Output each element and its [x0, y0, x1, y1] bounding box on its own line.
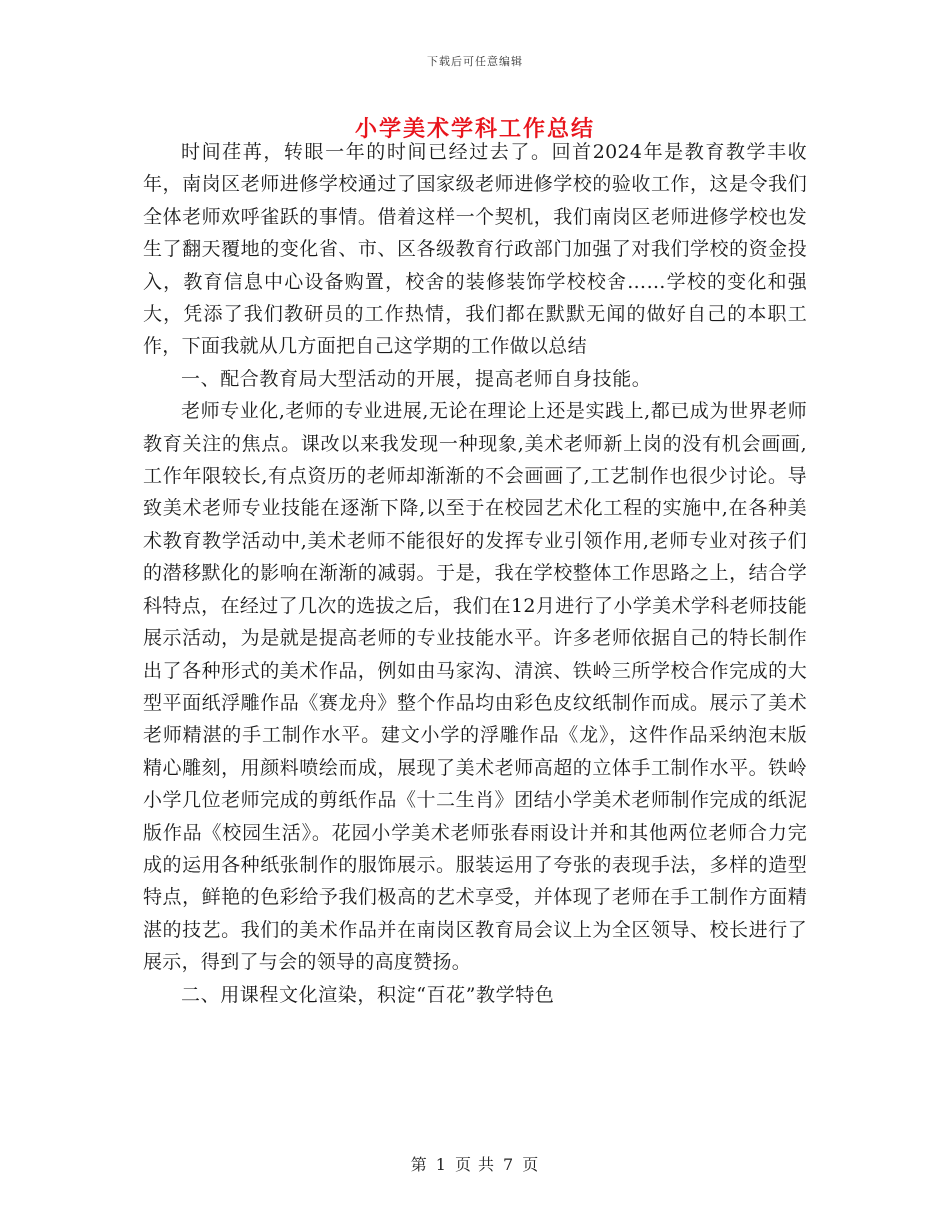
paragraph-section-1: 老师专业化,老师的专业进展,无论在理论上还是实践上,都已成为世界老师教育关注的焦点。课改以来我发现一种现象,美术老师新上岗的没有机会画画,工作年限较长,有点资历的老师却渐渐的不会画画了,工艺制作也很少讨论。导致美术老师专业技能在逐渐下降,以至于在校园艺术化工程的实施中,在各种美术教育教学活动中,美术老师不能很好的发挥专业引领作用,老师专业对孩子们的潜移默化的影响在渐渐的减弱。于是，我在学校整体工作思路之上，结合学科特点，在经过了几次的选拔之后，我们在12月进行了小学美术学科老师技能展示活动，为是就是提高老师的专业技能水平。许多老师依据自己的特长制作出了各种形式的美术作品，例如由马家沟、清滨、铁岭三所学校合作完成的大型平面纸浮雕作品《赛龙舟》整个作品均由彩色皮纹纸制作而成。展示了美术老师精湛的手工制作水平。建文小学的浮雕作品《龙》，这件作品采纳泡末版精心雕刻，用颜料喷绘而成，展现了美术老师高超的立体手工制作水平。铁岭小学几位老师完成的剪纸作品《十二生肖》团结小学美术老师制作完成的纸泥版作品《校园生活》。花园小学美术老师张春雨设计并和其他两位老师合力完成的运用各种纸张制作的服饰展示。服装运用了夸张的表现手法，多样的造型特点，鲜艳的色彩给予我们极高的艺术享受，并体现了老师在手工制作方面精湛的技艺。我们的美术作品并在南岗区教育局会议上为全区领导、校长进行了展示，得到了与会的领导的高度赞扬。	[143, 400, 807, 974]
page-current: 1	[435, 1155, 447, 1174]
document-body	[143, 136, 807, 1011]
header-note: 下载后可任意编辑	[427, 55, 523, 68]
page-total: 7	[503, 1155, 515, 1174]
page-mid: 页 共	[454, 1155, 496, 1174]
paragraph-intro: 时间荏苒，转眼一年的时间已经过去了。回首2024年是教育教学丰收年，南岗区老师进修学校通过了国家级老师进修学校的验收工作，这是令我们全体老师欢呼雀跃的事情。借着这样一个契机，我们南岗区老师进修学校也发生了翻天覆地的变化省、市、区各级教育行政部门加强了对我们学校的资金投入，教育信息中心设备购置，校舍的装修装饰学校校舍……学校的变化和强大，凭添了我们教研员的工作热情，我们都在默默无闻的做好自己的本职工作，下面我就从几方面把自己这学期的工作做以总结	[143, 141, 807, 358]
document-title: 小学美术学科工作总结	[354, 116, 595, 142]
page-prefix: 第	[410, 1155, 428, 1174]
page-suffix: 页	[522, 1155, 540, 1174]
section-heading-1: 一、配合教育局大型活动的开展，提高老师自身技能。	[181, 367, 652, 390]
page-number	[0, 1152, 950, 1175]
section-heading-2: 二、用课程文化渲染，积淀“百花”教学特色	[181, 983, 555, 1006]
